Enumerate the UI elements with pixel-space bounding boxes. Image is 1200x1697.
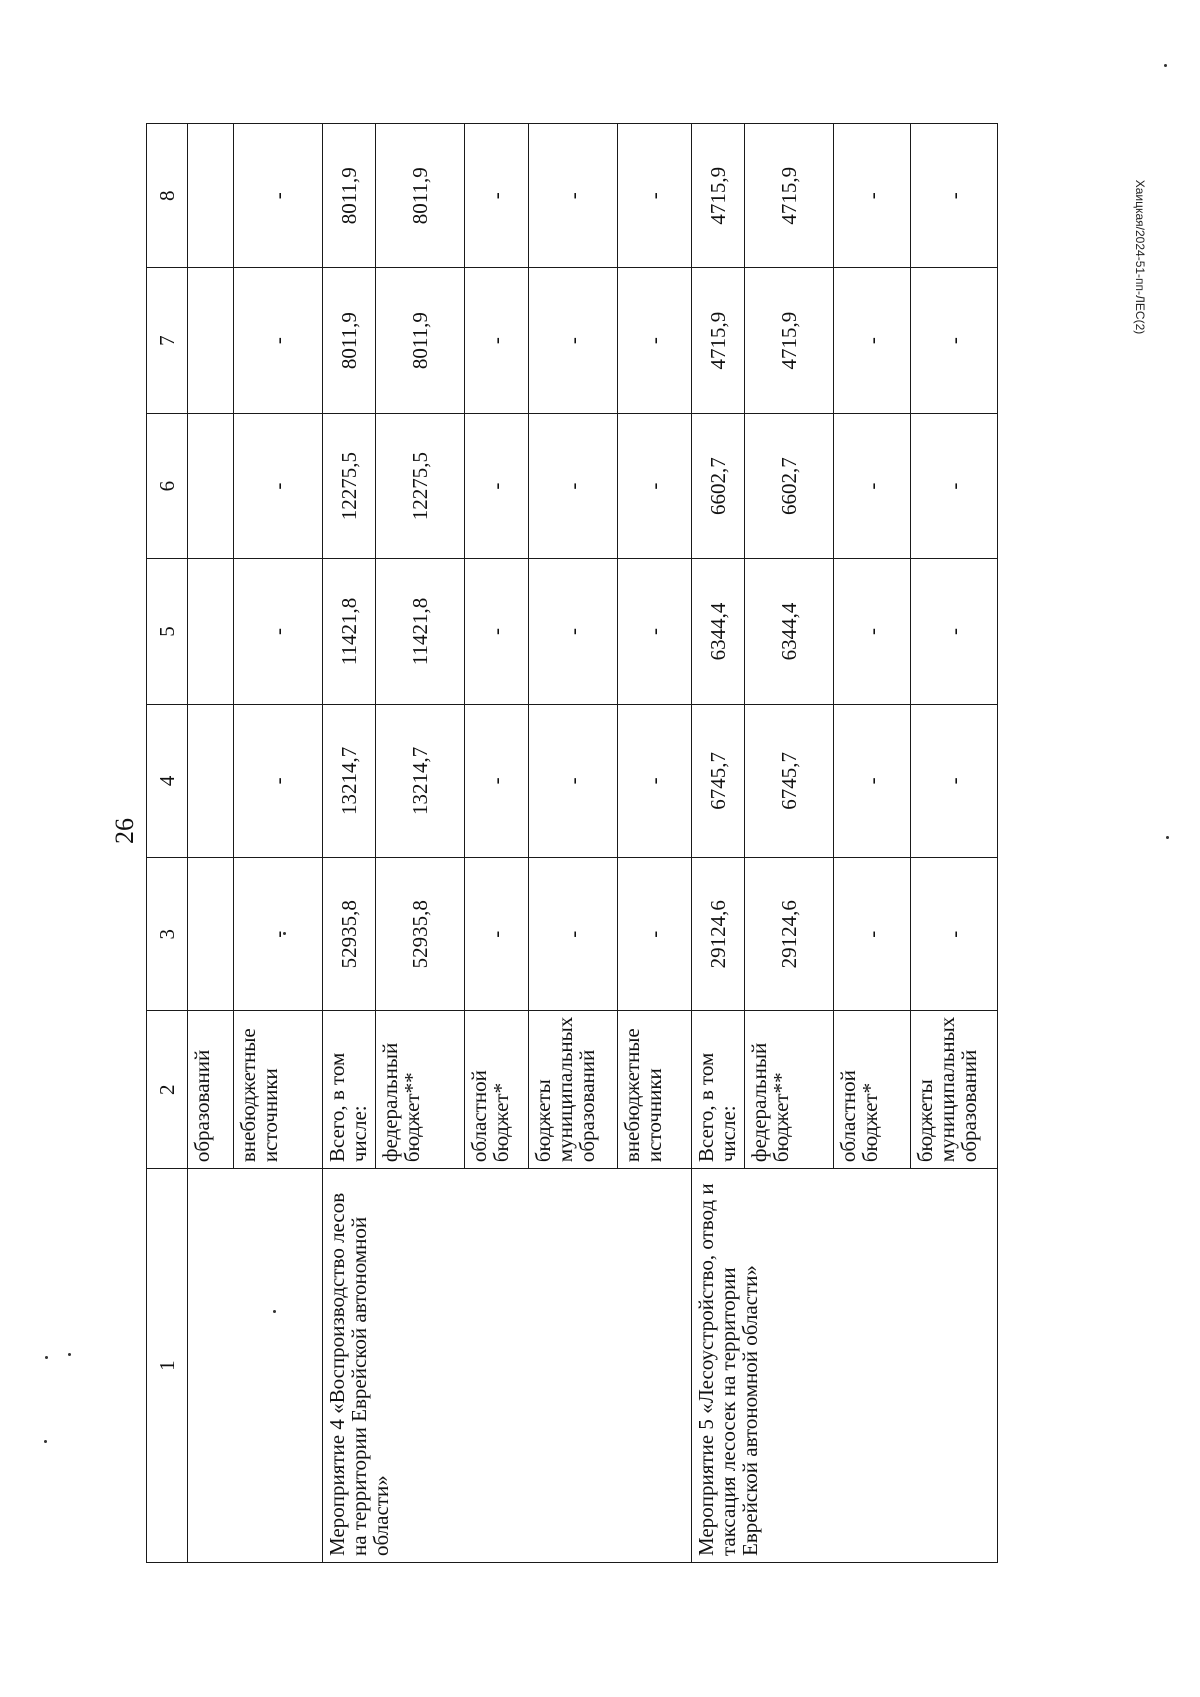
value-cell-col-8: -	[233, 124, 322, 268]
value-cell-col-8: -	[834, 124, 911, 268]
value-cell-col-7: -	[233, 268, 322, 413]
value-cell-col-8: 8011,9	[375, 124, 464, 268]
value-cell-col-5: 6344,4	[692, 559, 745, 704]
funding-source-cell: областной бюджет*	[464, 1011, 529, 1169]
value-cell-col-6: -	[617, 413, 691, 558]
column-header-2: 2	[147, 1011, 188, 1169]
value-cell-col-4: 13214,7	[322, 704, 375, 857]
scan-speck	[45, 1356, 48, 1359]
value-cell-col-3: 52935,8	[322, 858, 375, 1011]
table-row	[322, 124, 375, 1563]
value-cell-col-5: -	[617, 559, 691, 704]
funding-source-cell: областной бюджет*	[834, 1011, 911, 1169]
value-cell-col-4: -	[911, 704, 998, 857]
scan-speck	[1164, 64, 1167, 67]
scan-speck	[68, 1353, 71, 1356]
value-cell-col-5: -	[834, 559, 911, 704]
funding-source-cell: внебюджетные источники	[617, 1011, 691, 1169]
scan-speck	[1166, 836, 1169, 839]
value-cell-col-4: -	[617, 704, 691, 857]
value-cell-col-6: -	[911, 413, 998, 558]
column-header-4: 4	[147, 704, 188, 857]
funding-source-cell: Всего, в том числе:	[322, 1011, 375, 1169]
funding-source-cell: внебюджетные источники	[233, 1011, 322, 1169]
funding-source-cell: образований	[188, 1011, 234, 1169]
table-row	[188, 124, 234, 1563]
value-cell-col-8: -	[529, 124, 618, 268]
value-cell-col-8: 4715,9	[692, 124, 745, 268]
value-cell-col-4: -	[233, 704, 322, 857]
value-cell-col-8	[188, 124, 234, 268]
value-cell-col-5	[188, 559, 234, 704]
value-cell-col-4: -	[529, 704, 618, 857]
value-cell-col-5: 11421,8	[375, 559, 464, 704]
value-cell-col-3: -	[617, 858, 691, 1011]
page-number: 26	[110, 818, 139, 844]
value-cell-col-6: 6602,7	[692, 413, 745, 558]
value-cell-col-4	[188, 704, 234, 857]
value-cell-col-6: 6602,7	[745, 413, 834, 558]
value-cell-col-6	[188, 413, 234, 558]
value-cell-col-8: -	[464, 124, 529, 268]
value-cell-col-7: 4715,9	[692, 268, 745, 413]
value-cell-col-7: 4715,9	[745, 268, 834, 413]
financing-table	[146, 123, 998, 1563]
value-cell-col-7: -	[529, 268, 618, 413]
value-cell-col-6: -	[834, 413, 911, 558]
event-4-event-cell: Мероприятие 4 «Воспроизводство лесов на территории Еврейской автономной области»	[322, 1169, 691, 1563]
funding-source-cell: Всего, в том числе:	[692, 1011, 745, 1169]
value-cell-col-7: -	[834, 268, 911, 413]
funding-source-cell: бюджеты муниципальных образований	[911, 1011, 998, 1169]
column-header-7: 7	[147, 268, 188, 413]
value-cell-col-3: -	[464, 858, 529, 1011]
value-cell-col-8: -	[911, 124, 998, 268]
value-cell-col-8: -	[617, 124, 691, 268]
value-cell-col-4: -	[464, 704, 529, 857]
value-cell-col-7: -	[617, 268, 691, 413]
funding-source-cell: федеральный бюджет**	[375, 1011, 464, 1169]
value-cell-col-8: 4715,9	[745, 124, 834, 268]
value-cell-col-8: 8011,9	[322, 124, 375, 268]
value-cell-col-6: -	[233, 413, 322, 558]
value-cell-col-3: -	[529, 858, 618, 1011]
value-cell-col-3: -	[834, 858, 911, 1011]
value-cell-col-4: -	[834, 704, 911, 857]
column-header-8: 8	[147, 124, 188, 268]
funding-source-cell: федеральный бюджет**	[745, 1011, 834, 1169]
value-cell-col-7: 8011,9	[375, 268, 464, 413]
value-cell-col-3: -	[233, 858, 322, 1011]
rotated-table-wrapper	[146, 123, 998, 1563]
value-cell-col-3: 29124,6	[745, 858, 834, 1011]
column-header-6: 6	[147, 413, 188, 558]
value-cell-col-5: 6344,4	[745, 559, 834, 704]
value-cell-col-4: 13214,7	[375, 704, 464, 857]
column-header-3: 3	[147, 858, 188, 1011]
continued-event-cell	[188, 1169, 323, 1563]
value-cell-col-7: -	[464, 268, 529, 413]
value-cell-col-5: -	[464, 559, 529, 704]
value-cell-col-3: 52935,8	[375, 858, 464, 1011]
column-header-5: 5	[147, 559, 188, 704]
scan-speck	[44, 1440, 47, 1443]
value-cell-col-3: -	[911, 858, 998, 1011]
column-header-1: 1	[147, 1169, 188, 1563]
value-cell-col-7: -	[911, 268, 998, 413]
value-cell-col-7	[188, 268, 234, 413]
event-5-event-cell: Мероприятие 5 «Лесоустройство, отвод и таксация лесосек на территории Еврейской автономной области»	[692, 1169, 998, 1563]
value-cell-col-5: -	[529, 559, 618, 704]
document-code: Хаицкая/2024-51-пп-ЛЕС(2)	[1133, 179, 1147, 335]
value-cell-col-6: -	[529, 413, 618, 558]
value-cell-col-5: -	[911, 559, 998, 704]
value-cell-col-6: 12275,5	[322, 413, 375, 558]
value-cell-col-3	[188, 858, 234, 1011]
value-cell-col-7: 8011,9	[322, 268, 375, 413]
header-row	[147, 124, 188, 1563]
value-cell-col-6: -	[464, 413, 529, 558]
funding-source-cell: бюджеты муниципальных образований	[529, 1011, 618, 1169]
value-cell-col-4: 6745,7	[692, 704, 745, 857]
value-cell-col-3: 29124,6	[692, 858, 745, 1011]
table-row	[692, 124, 745, 1563]
value-cell-col-5: -	[233, 559, 322, 704]
value-cell-col-6: 12275,5	[375, 413, 464, 558]
value-cell-col-4: 6745,7	[745, 704, 834, 857]
value-cell-col-5: 11421,8	[322, 559, 375, 704]
